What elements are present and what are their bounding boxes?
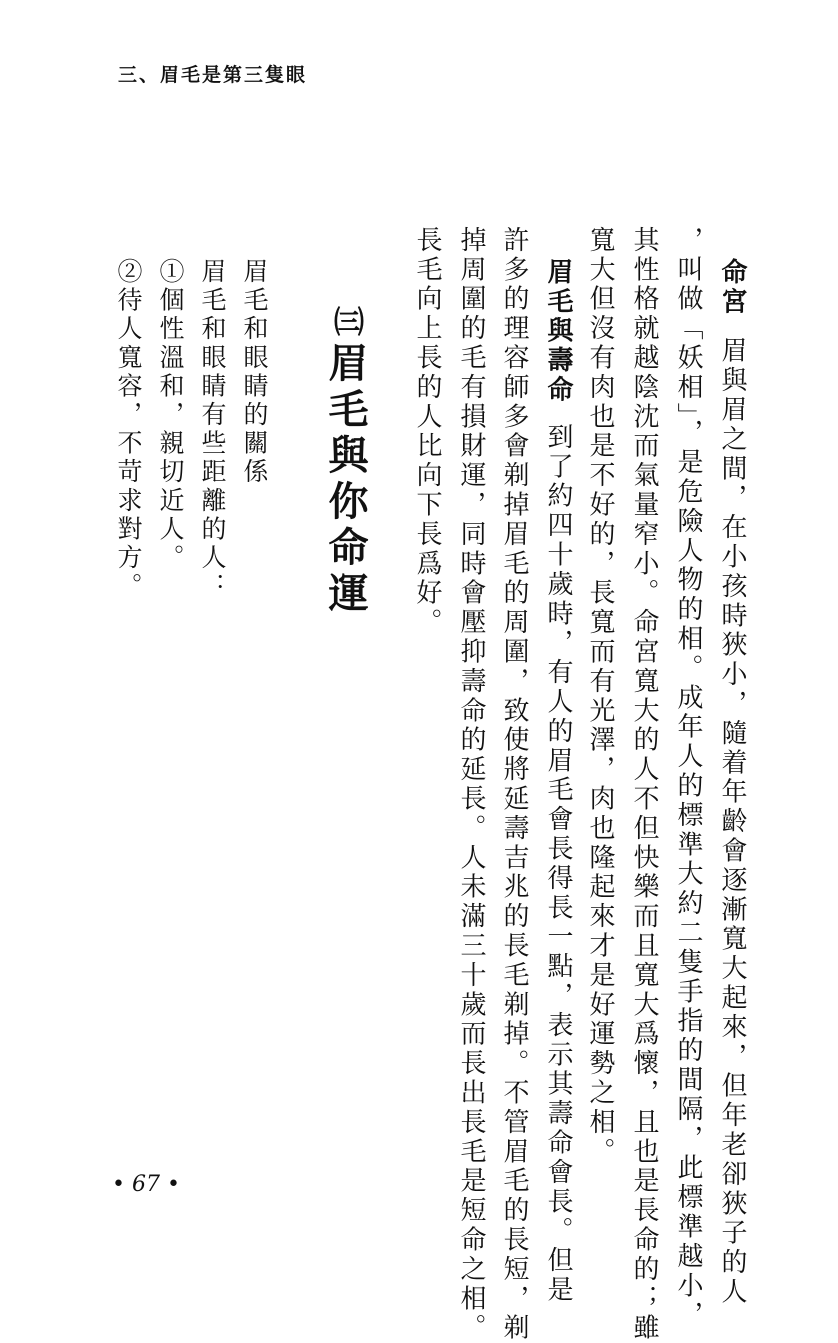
list-heading: 眉毛和眼睛的關係 xyxy=(240,258,269,487)
section-title-text: 眉毛與你命運 xyxy=(322,342,368,618)
section-title xyxy=(322,306,368,618)
paragraph-life-palace-line-1 xyxy=(719,258,745,1307)
paragraph-eyebrow-longevity-line-1 xyxy=(545,258,571,1305)
list-item-2: ②待人寬容，不苛求對方。 xyxy=(114,258,143,602)
list-subheading: 眉毛和眼睛有些距離的人： xyxy=(198,258,227,602)
paragraph-eyebrow-longevity-line-4: 長毛向上長的人比向下長爲好。 xyxy=(412,226,442,638)
paragraph-life-palace-line-4: 寬大但沒有肉也是不好的，長寬而有光澤，肉也隆起來才是好運勢之相。 xyxy=(585,226,615,1167)
life-palace-heading: 命宮 xyxy=(717,258,747,317)
text-line: 眉與眉之間，在小孩時狹小，隨着年齡會逐漸寬大起來，但年老卻狹子的人 xyxy=(717,336,747,1308)
section-number: ㈢ xyxy=(328,306,363,342)
paragraph-life-palace-line-3: 其性格就越陰沈而氣量窄小。命宮寬大的人不但快樂而且寬大爲懷，且也是長命的；雖 xyxy=(629,226,659,1343)
paragraph-life-palace-line-2: ，叫做「妖相」，是危險人物的相。成年人的標準大約二隻手指的間隔，此標準越小， xyxy=(673,226,703,1331)
text-line: 到了約四十歲時，有人的眉毛會長得長一點，表示其壽命會長。但是 xyxy=(543,423,573,1305)
running-header: 三、眉毛是第三隻眼 xyxy=(118,64,308,86)
eyebrow-longevity-heading: 眉毛與壽命 xyxy=(543,258,573,405)
paragraph-eyebrow-longevity-line-3: 掉周圍的毛有損財運，同時會壓抑壽命的延長。人未滿三十歲而長出長毛是短命之相。 xyxy=(456,226,486,1343)
paragraph-eyebrow-longevity-line-2: 許多的理容師多會剃掉眉毛的周圍，致使將延壽吉兆的長毛剃掉。不管眉毛的長短，剃 xyxy=(499,226,529,1343)
page-number: • 67 • xyxy=(112,1172,180,1197)
list-item-1: ①個性溫和，親切近人。 xyxy=(156,258,185,573)
